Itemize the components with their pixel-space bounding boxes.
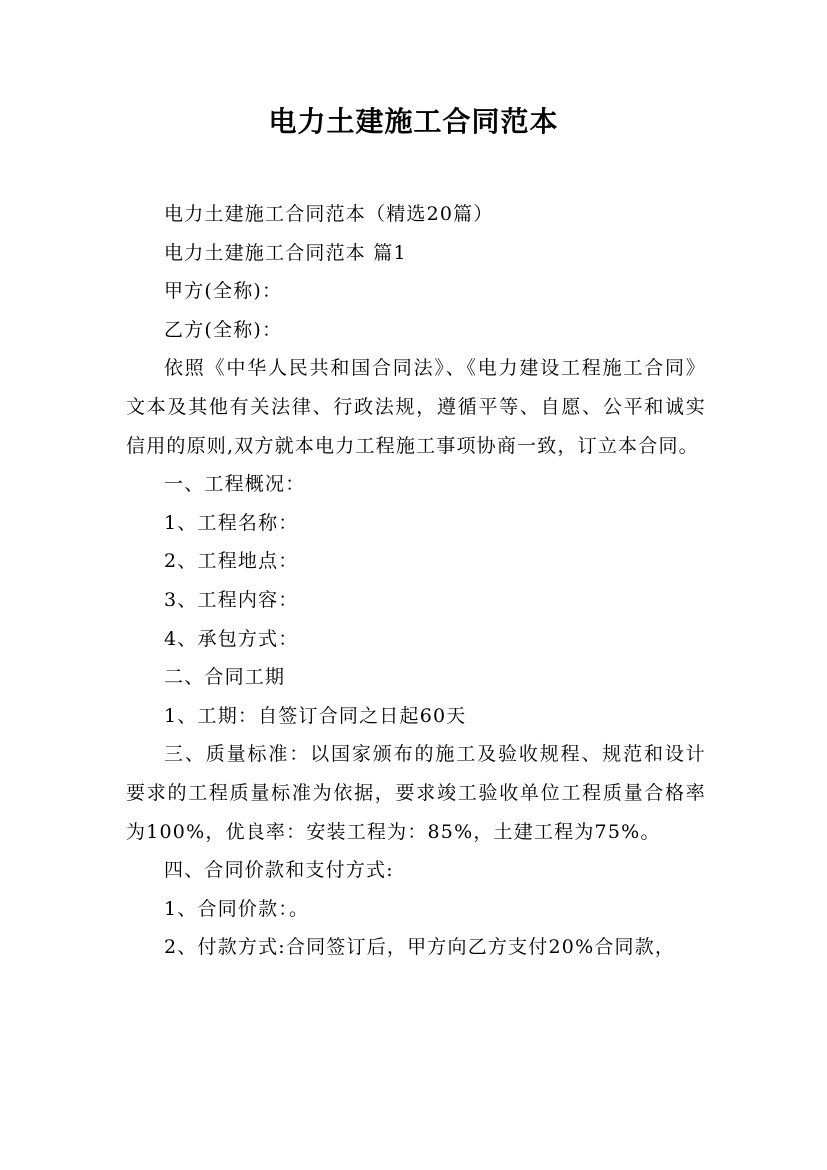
paragraph-project-name: 1、工程名称： [164, 511, 299, 534]
paragraph-duration: 1、工期：自签订合同之日起60天 [164, 704, 467, 727]
document-body [126, 195, 706, 967]
paragraph-section-2: 二、合同工期 [164, 666, 286, 689]
paragraph-project-location: 2、工程地点： [164, 550, 299, 573]
paragraph-section-3: 三、质量标准：以国家颁布的施工及验收规程、规范和设计要求的工程质量标准为依据，要求竣工验收单位工程质量合格率为100%，优良率：安装工程为：85%，土建工程为75%。 [126, 743, 706, 843]
paragraph-contract-price: 1、合同价款：。 [164, 897, 310, 920]
document-title: 电力土建施工合同范本 [268, 105, 559, 138]
paragraph-chapter-heading: 电力土建施工合同范本 篇1 [164, 241, 407, 264]
paragraph-party-a: 甲方(全称)： [164, 280, 283, 303]
paragraph-payment-method: 2、付款方式:合同签订后，甲方向乙方支付20%合同款， [164, 936, 676, 959]
paragraph-subtitle: 电力土建施工合同范本（精选20篇） [164, 203, 494, 225]
paragraph-contract-method: 4、承包方式： [164, 627, 299, 650]
paragraph-party-b: 乙方(全称)： [164, 318, 283, 341]
paragraph-project-content: 3、工程内容： [164, 588, 299, 611]
paragraph-section-1: 一、工程概况： [164, 473, 306, 496]
paragraph-preamble: 依照《中华人民共和国合同法》、《电力建设工程施工合同》文本及其他有关法律、行政法规，遵循平等、自愿、公平和诚实信用的原则,双方就本电力工程施工事项协商一致，订立本合同。 [126, 357, 706, 457]
paragraph-section-4: 四、合同价款和支付方式: [164, 859, 394, 882]
